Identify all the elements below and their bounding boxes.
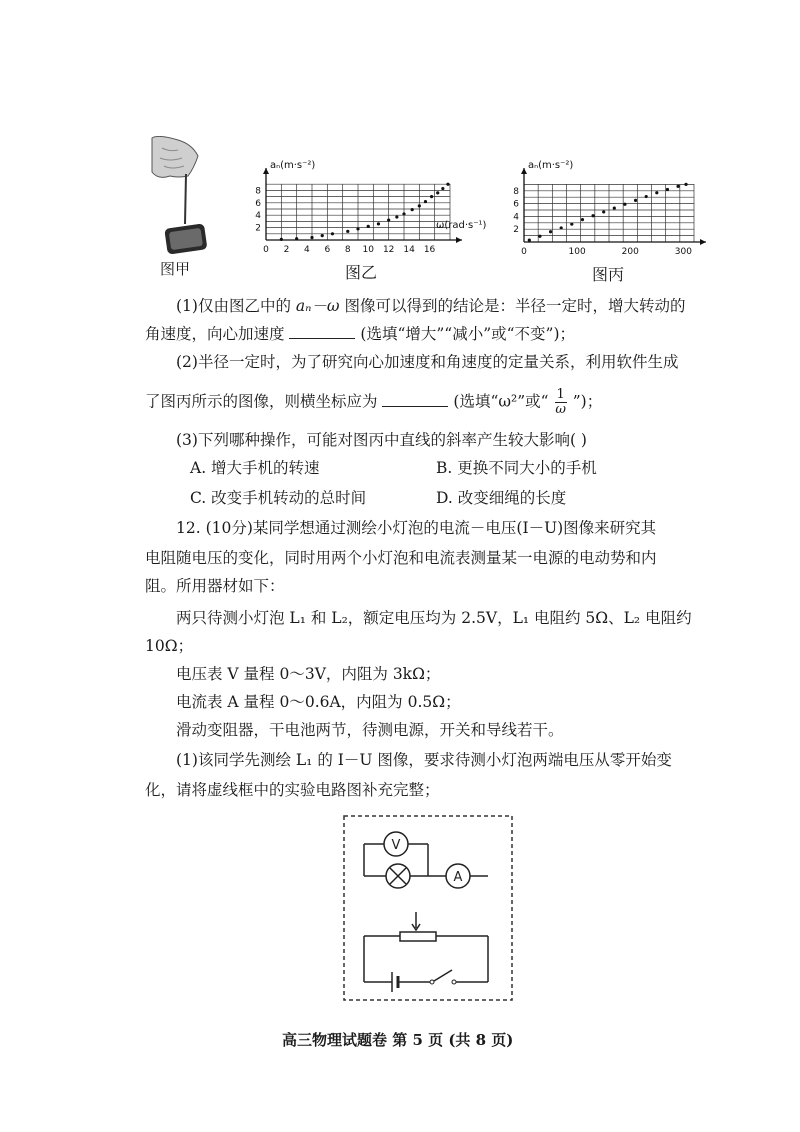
option-b[interactable]: B. 更换不同大小的手机 xyxy=(436,459,597,477)
rheostat-symbol xyxy=(400,932,436,941)
x-tick-label: 0 xyxy=(263,245,269,255)
x-axis-label: ω(rad·s⁻¹) xyxy=(436,220,487,231)
y-tick-label: 8 xyxy=(513,186,519,197)
q11-p1-text-a: (1)仅由图乙中的 xyxy=(176,297,291,315)
voltmeter-label: V xyxy=(391,838,401,853)
x-tick-label: 100 xyxy=(568,247,586,257)
data-point xyxy=(446,183,449,186)
data-point xyxy=(430,195,433,198)
data-point xyxy=(411,208,414,211)
ammeter-label: A xyxy=(453,870,463,885)
data-point xyxy=(602,210,605,213)
data-point xyxy=(581,218,584,221)
q11-p2-text-d: ”)； xyxy=(572,392,603,411)
q11-p2-text-c: (选填“ω²”或“ xyxy=(453,392,549,411)
fraction-one-over-omega xyxy=(555,388,567,417)
answer-blank-1[interactable] xyxy=(289,324,355,339)
data-point xyxy=(321,234,324,237)
data-point xyxy=(295,237,298,240)
q12-line6: 电压表 V 量程 0～3V，内阻为 3kΩ； xyxy=(176,665,441,683)
data-point xyxy=(346,230,349,233)
q11-p2-text-b: 了图丙所示的图像，则横坐标应为 xyxy=(145,392,378,411)
data-point xyxy=(377,222,380,225)
circuit-schematic xyxy=(340,812,516,1004)
y-tick-label: 6 xyxy=(513,199,519,210)
q12-line3: 阻。所用器材如下： xyxy=(145,577,285,595)
y-axis-arrow xyxy=(521,168,527,174)
q12-line4: 两只待测小灯泡 L₁ 和 L₂，额定电压均为 2.5V，L₁ 电阻约 5Ω、L₂ 电阻约 xyxy=(176,609,692,627)
chart-figure-bing xyxy=(500,154,720,262)
q12-line2: 电阻随电压的变化，同时用两个小灯泡和电流表测量某一电源的电动势和内 xyxy=(145,549,657,567)
data-point xyxy=(402,212,405,215)
x-tick-label: 8 xyxy=(344,245,351,255)
phone-on-string-illustration xyxy=(148,136,218,256)
x-tick-label: 200 xyxy=(621,247,639,257)
q11-part2-line2 xyxy=(145,388,602,417)
data-point xyxy=(666,188,669,191)
answer-blank-2[interactable] xyxy=(382,392,448,407)
q12-line10: 化，请将虚线框中的实验电路图补充完整； xyxy=(145,781,440,799)
data-point xyxy=(560,226,563,229)
data-point xyxy=(436,191,439,194)
option-c[interactable]: C. 改变手机转动的总时间 xyxy=(190,489,367,507)
data-point xyxy=(280,238,283,241)
data-point xyxy=(623,203,626,206)
q11-part2-line1: (2)半径一定时，为了研究向心加速度和角速度的定量关系，利用软件生成 xyxy=(176,353,679,371)
data-point xyxy=(331,232,334,235)
q11-part3: (3)下列哪种操作，可能对图丙中直线的斜率产生较大影响( ) xyxy=(176,431,587,449)
x-tick-label: 0 xyxy=(521,247,527,257)
y-tick-label: 2 xyxy=(255,223,261,234)
caption-figure-jia: 图甲 xyxy=(160,260,191,278)
data-point xyxy=(367,225,370,228)
x-tick-label: 4 xyxy=(304,245,310,255)
x-axis-arrow xyxy=(700,239,706,245)
q11-p1-variable: aₙ－ω xyxy=(295,297,340,315)
q11-part1-line1 xyxy=(176,296,686,316)
x-tick-label: 10 xyxy=(362,245,374,255)
q11-p1-text-d: (选填“增大”“减小”或“不变”)； xyxy=(360,325,576,343)
data-point xyxy=(591,214,594,217)
option-d[interactable]: D. 改变细绳的长度 xyxy=(436,489,567,507)
data-point xyxy=(441,187,444,190)
y-tick-label: 2 xyxy=(513,225,519,236)
data-point xyxy=(655,191,658,194)
q11-part1-line2 xyxy=(145,324,575,344)
data-point xyxy=(613,206,616,209)
q12-line7: 电流表 A 量程 0～0.6A，内阻为 0.5Ω； xyxy=(176,693,461,711)
data-point xyxy=(528,238,531,241)
y-axis-label: aₙ(m·s⁻²) xyxy=(528,160,574,171)
x-tick-label: 12 xyxy=(382,245,395,255)
q12-line8: 滑动变阻器，干电池两节，待测电源，开关和导线若干。 xyxy=(176,721,564,739)
chart-figure-yi xyxy=(248,150,518,260)
data-point xyxy=(395,215,398,218)
figure-jia xyxy=(148,136,218,256)
data-point xyxy=(549,230,552,233)
fraction-numerator: 1 xyxy=(556,387,565,402)
x-tick-label: 16 xyxy=(423,245,436,255)
circuit-diagram xyxy=(340,812,516,1004)
caption-figure-yi: 图乙 xyxy=(345,263,378,282)
data-point xyxy=(310,236,313,239)
y-axis-arrow xyxy=(263,168,269,174)
data-point xyxy=(538,235,541,238)
data-point xyxy=(676,185,679,188)
data-point xyxy=(424,200,427,203)
page-footer: 高三物理试题卷 第 5 页 (共 8 页) xyxy=(282,1031,514,1049)
option-a[interactable]: A. 增大手机的转速 xyxy=(190,459,320,477)
x-tick-label: 6 xyxy=(324,245,331,255)
q12-line9: (1)该同学先测绘 L₁ 的 I－U 图像，要求待测小灯泡两端电压从零开始变 xyxy=(176,751,672,769)
x-tick-label: 14 xyxy=(403,245,415,255)
data-point xyxy=(570,222,573,225)
y-axis-label: aₙ(m·s⁻²) xyxy=(270,160,316,171)
data-point xyxy=(645,195,648,198)
y-tick-label: 4 xyxy=(513,212,519,223)
data-point xyxy=(684,183,687,186)
y-tick-label: 4 xyxy=(255,211,261,222)
caption-figure-bing: 图丙 xyxy=(592,265,625,284)
switch-symbol xyxy=(434,970,452,981)
data-point xyxy=(356,227,359,230)
y-tick-label: 6 xyxy=(255,198,261,209)
q11-p1-text-c: 角速度，向心加速度 xyxy=(145,325,285,343)
y-tick-label: 8 xyxy=(255,186,261,197)
data-point xyxy=(418,204,421,207)
data-point xyxy=(387,219,390,222)
q12-line1: 12. (10分)某同学想通过测绘小灯泡的电流－电压(I－U)图像来研究其 xyxy=(176,519,657,537)
data-point xyxy=(634,199,637,202)
fraction-denominator: ω xyxy=(555,402,566,417)
q12-line5: 10Ω； xyxy=(145,637,194,655)
x-tick-label: 2 xyxy=(283,245,290,255)
x-axis-arrow xyxy=(456,237,462,243)
x-tick-label: 300 xyxy=(674,247,692,257)
q11-p1-text-b: 图像可以得到的结论是：半径一定时，增大转动的 xyxy=(344,297,686,315)
